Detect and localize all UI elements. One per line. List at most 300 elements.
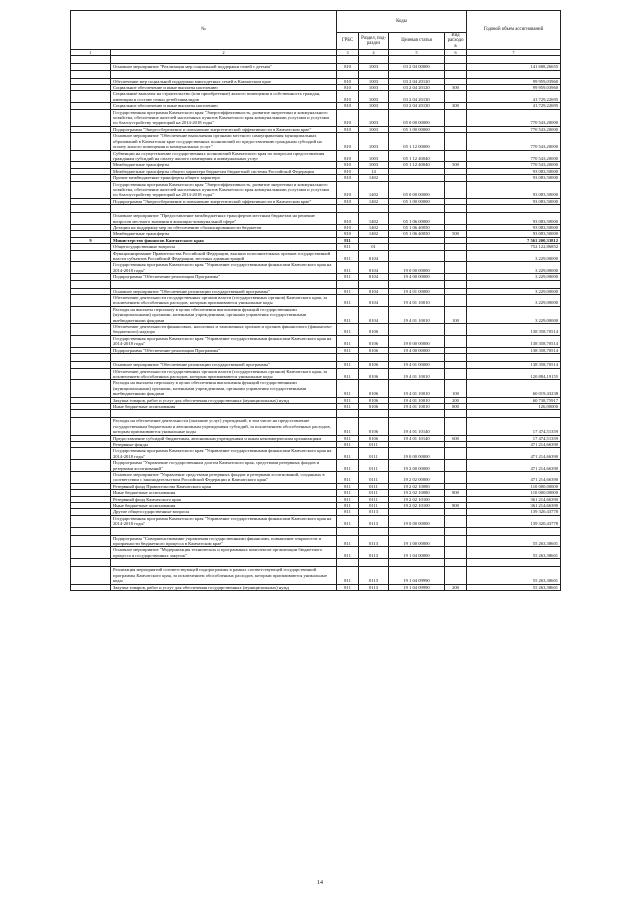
row-kind xyxy=(445,150,467,162)
spacer-cell xyxy=(467,56,561,64)
spacer-cell xyxy=(359,205,389,213)
header-amount: Годовой объем ассигнований xyxy=(467,11,561,50)
row-amount: 138 358,70514 xyxy=(467,324,561,336)
row-section: 0106 xyxy=(359,403,389,409)
page-number: 14 xyxy=(317,880,323,886)
row-target: 05 0 00 00000 xyxy=(389,109,445,126)
row-kind: 100 xyxy=(445,380,467,397)
header-kind: Вид расходов xyxy=(445,33,467,50)
row-section: 0111 xyxy=(359,483,389,489)
table-row xyxy=(71,418,561,435)
row-amount: 3 229,00000 xyxy=(467,306,561,323)
row-target: 19 4 01 10010 xyxy=(389,295,445,307)
row-name: Подпрограмма "Совершенствование управления государственными финансами, повышение открытости и прозрачности бюджетного процесса в Камчатском крае" xyxy=(111,535,337,547)
row-target: 05 1 00 00000 xyxy=(389,126,445,132)
row-name: Дотации на поддержку мер по обеспечению сбалансированности бюджетов xyxy=(111,224,337,230)
row-section: 0104 xyxy=(359,306,389,323)
row-name: Подпрограмма "Обеспечение реализации Программы" xyxy=(111,274,337,280)
spacer-cell xyxy=(445,280,467,288)
row-target: 05 1 06 40050 xyxy=(389,224,445,230)
row-amount: 55 263,38601 xyxy=(467,547,561,559)
spacer-cell xyxy=(71,559,111,567)
row-amount: 120 884,19155 xyxy=(467,368,561,380)
row-name: Подпрограмма "Энергосбережение и повышение энергетической эффективности в Камчатском крае" xyxy=(111,126,337,132)
row-section: 0104 xyxy=(359,274,389,280)
column-index: 3 xyxy=(337,50,359,56)
row-name: Социальные выплаты на строительство (или приобретение) жилого помещения в собственность граждан, имеющим в составе семьи детей-инвалидов xyxy=(111,91,337,103)
row-grbs: 810 xyxy=(337,198,359,204)
row-section: 14 xyxy=(359,168,389,174)
spacer-cell xyxy=(445,70,467,78)
spacer-row xyxy=(71,70,561,78)
row-name: Основное мероприятие "Обеспечение выполнения органами местного самоуправления муниципальных образований в Камчатском крае государственных полномочий по предоставлению гражданам субсидий на оплату жилого помещения и коммунальных услуг" xyxy=(111,133,337,150)
row-kind: 100 xyxy=(445,306,467,323)
row-section: 1402 xyxy=(359,181,389,198)
spacer-cell xyxy=(337,410,359,418)
row-name: Межбюджетные трансферты общего характера бюджетам бюджетной системы Российской Федерации xyxy=(111,168,337,174)
row-grbs: 810 xyxy=(337,231,359,237)
row-grbs: 811 xyxy=(337,244,359,250)
budget-sheet xyxy=(70,10,560,591)
spacer-cell xyxy=(111,559,337,567)
row-name: Основное мероприятие "Предоставление межбюджетных трансфертов местным бюджетам на решение вопросов местного значения в жилищно-коммунальной сфере" xyxy=(111,213,337,225)
row-number xyxy=(71,150,111,162)
row-name: Основное мероприятие "Обеспечение реализации государственной программы" xyxy=(111,362,337,368)
row-section: 0113 xyxy=(359,535,389,547)
column-index: 7 xyxy=(467,50,561,56)
row-amount: 3 229,00000 xyxy=(467,274,561,280)
row-grbs: 810 xyxy=(337,224,359,230)
row-target: 19 4 00 00000 xyxy=(389,274,445,280)
spacer-cell xyxy=(359,280,389,288)
row-target: 03 2 04 00000 xyxy=(389,64,445,70)
row-section: 0106 xyxy=(359,335,389,347)
row-target: 05 1 06 00000 xyxy=(389,213,445,225)
header-grbs: ГРБС xyxy=(337,33,359,50)
row-name: Социальное обеспечение и иные выплаты населению xyxy=(111,103,337,109)
row-grbs: 811 xyxy=(337,295,359,307)
table-row xyxy=(71,535,561,547)
row-amount: 55 263,38601 xyxy=(467,584,561,590)
row-grbs: 811 xyxy=(337,515,359,527)
row-number xyxy=(71,368,111,380)
row-grbs: 810 xyxy=(337,213,359,225)
row-grbs: 811 xyxy=(337,403,359,409)
row-amount: 138 358,70514 xyxy=(467,362,561,368)
row-section: 0106 xyxy=(359,418,389,435)
row-target: 19 1 04 09990 xyxy=(389,567,445,584)
spacer-cell xyxy=(445,205,467,213)
spacer-row xyxy=(71,354,561,362)
row-section: 1402 xyxy=(359,224,389,230)
row-amount: 93 083,50000 xyxy=(467,168,561,174)
row-kind: 600 xyxy=(445,435,467,441)
row-grbs: 810 xyxy=(337,64,359,70)
table-row xyxy=(71,150,561,162)
row-target: 19 1 00 00000 xyxy=(389,535,445,547)
row-number xyxy=(71,133,111,150)
row-amount: 361 214,66390 xyxy=(467,496,561,502)
table-row xyxy=(71,250,561,262)
row-name: Обеспечение деятельности государственных органов власти (государственных органов) Камчатского края, за исключением обособленных расходов, которым присваиваются уникальные коды xyxy=(111,368,337,380)
table-row xyxy=(71,515,561,527)
row-name: Основное мероприятие "Модернизация технических и программных комплексов организации бюджетного процесса в государственных закупок" xyxy=(111,547,337,559)
table-row xyxy=(71,335,561,347)
row-name: Закупка товаров, работ и услуг для обеспечения государственных (муниципальных) нужд xyxy=(111,584,337,590)
row-amount: 55 263,38601 xyxy=(467,535,561,547)
budget-table xyxy=(70,10,561,591)
table-row xyxy=(71,584,561,590)
row-target: 19 4 00 00000 xyxy=(389,347,445,353)
row-kind xyxy=(445,91,467,103)
column-index: 2 xyxy=(111,50,337,56)
table-row xyxy=(71,472,561,484)
row-grbs: 810 xyxy=(337,162,359,168)
row-number xyxy=(71,306,111,323)
spacer-cell xyxy=(467,527,561,535)
row-name: Резервные фонды xyxy=(111,441,337,447)
row-grbs: 811 xyxy=(337,496,359,502)
row-section: 0113 xyxy=(359,547,389,559)
row-number xyxy=(71,472,111,484)
row-number xyxy=(71,380,111,397)
row-section: 0106 xyxy=(359,397,389,403)
row-grbs: 811 xyxy=(337,250,359,262)
spacer-row xyxy=(71,410,561,418)
table-row xyxy=(71,460,561,472)
column-index: 6 xyxy=(445,50,467,56)
row-name: Иные бюджетные ассигнования xyxy=(111,403,337,409)
row-amount: 99 959,03960 xyxy=(467,85,561,91)
row-name: Функционирование Правительства Российской Федерации, высших исполнительных органов государственной власти субъектов Российской Федерации, местных администраций xyxy=(111,250,337,262)
row-amount: 3 229,00000 xyxy=(467,295,561,307)
row-amount: 471 214,66390 xyxy=(467,460,561,472)
row-grbs: 810 xyxy=(337,85,359,91)
row-name: Государственная программа Камчатского края "Энергоэффективность, развитие энергетики и коммунального хозяйства, обеспечение жителей населенных пунктов Камчатского края коммунальными услугами и услугами по благоустройству территорий на 2014-2018 годы" xyxy=(111,109,337,126)
row-kind xyxy=(445,547,467,559)
row-amount: 770 543,20000 xyxy=(467,162,561,168)
row-grbs: 810 xyxy=(337,91,359,103)
row-kind xyxy=(445,335,467,347)
row-number xyxy=(71,547,111,559)
row-section: 0104 xyxy=(359,250,389,262)
row-kind xyxy=(445,515,467,527)
spacer-cell xyxy=(111,70,337,78)
row-name: Обеспечение деятельности государственных органов власти (государственных органов) Камчатского края, за исключением обособленных расходов, которым присваиваются уникальные коды xyxy=(111,295,337,307)
table-row xyxy=(71,567,561,584)
row-section: 0106 xyxy=(359,362,389,368)
row-grbs: 810 xyxy=(337,150,359,162)
row-section: 01 xyxy=(359,244,389,250)
row-amount: 139 320,43778 xyxy=(467,509,561,515)
row-target: 05 1 12 00000 xyxy=(389,133,445,150)
row-kind xyxy=(445,535,467,547)
row-section: 0113 xyxy=(359,584,389,590)
row-section: 1003 xyxy=(359,133,389,150)
row-name: Межбюджетные трансферты xyxy=(111,231,337,237)
row-name: Основное мероприятие "Управление средствами резервных фондов и резервами ассигнований, созданных в соответствии с законодательством Российской Федерации и Камчатского края" xyxy=(111,472,337,484)
row-section: 0113 xyxy=(359,515,389,527)
row-kind xyxy=(445,567,467,584)
header-section: Раздел, под-раздел xyxy=(359,33,389,50)
row-grbs: 811 xyxy=(337,535,359,547)
row-name: Реализация мероприятий соответствующей подпрограммы в рамках соответствующей государственной программы Камчатского края, за исключением обособленных расходов, которым присваиваются уникальные коды xyxy=(111,567,337,584)
header-number: № xyxy=(71,11,337,50)
column-index: 4 xyxy=(359,50,389,56)
row-section: 1402 xyxy=(359,198,389,204)
row-grbs: 811 xyxy=(337,237,359,243)
row-name: Подпрограмма "Энергосбережение и повышение энергетической эффективности в Камчатском крае" xyxy=(111,198,337,204)
header-target: Целевая статья xyxy=(389,33,445,50)
row-name: Расходы на обеспечение деятельности (оказание услуг) учреждений, в том числе на предоставление государственным бюджетным и автономным учреждениям субсидий, за исключением обособленных расходов, которым присваиваются уникальные коды xyxy=(111,418,337,435)
row-number: 9 xyxy=(71,237,111,243)
row-grbs: 811 xyxy=(337,347,359,353)
row-kind: 800 xyxy=(445,503,467,509)
row-kind xyxy=(445,418,467,435)
row-name: Общегосударственные вопросы xyxy=(111,244,337,250)
spacer-cell xyxy=(445,559,467,567)
row-grbs: 811 xyxy=(337,288,359,294)
row-section: 1003 xyxy=(359,91,389,103)
row-section: 1003 xyxy=(359,85,389,91)
row-name: Основное мероприятие "Обеспечение реализации государственной программы" xyxy=(111,288,337,294)
row-amount: 138 358,70514 xyxy=(467,335,561,347)
row-kind: 300 xyxy=(445,85,467,91)
spacer-cell xyxy=(111,56,337,64)
row-target xyxy=(389,324,445,336)
spacer-cell xyxy=(467,410,561,418)
spacer-cell xyxy=(71,527,111,535)
row-name: Закупка товаров, работ и услуг для обеспечения государственных (муниципальных) нужд xyxy=(111,397,337,403)
row-grbs: 811 xyxy=(337,274,359,280)
row-grbs: 810 xyxy=(337,133,359,150)
row-name: Обеспечение мер социальной поддержки многодетных семей в Камчатском крае xyxy=(111,78,337,84)
row-name: Подпрограмма "Управление государственным долгом Камчатского края, средствами резервных фондов и резервами ассигнований" xyxy=(111,460,337,472)
row-grbs: 810 xyxy=(337,168,359,174)
row-amount: 110 000,00000 xyxy=(467,490,561,496)
row-grbs: 810 xyxy=(337,78,359,84)
row-grbs: 811 xyxy=(337,335,359,347)
row-amount: 93 083,50000 xyxy=(467,213,561,225)
row-number xyxy=(71,250,111,262)
row-name: Резервный фонд Камчатского края xyxy=(111,496,337,502)
row-name: Обеспечение деятельности финансовых, налоговых и таможенных органов и органов финансового (финансово-бюджетного) надзора xyxy=(111,324,337,336)
row-section: 1402 xyxy=(359,213,389,225)
row-name: Основное мероприятие "Реализация мер социальной поддержки семей с детьми" xyxy=(111,64,337,70)
row-kind xyxy=(445,295,467,307)
spacer-cell xyxy=(337,354,359,362)
row-name: Расходы на выплаты персоналу в целях обеспечения выполнения функций государственными (муниципальными) органами, казенными учреждениями, органами управления государственными внебюджетными фондами xyxy=(111,306,337,323)
row-amount: 93 083,50000 xyxy=(467,175,561,181)
row-amount: 139 320,43778 xyxy=(467,515,561,527)
row-name: Государственная программа Камчатского края "Управление государственными финансами Камчатского края на 2014-2018 годы" xyxy=(111,448,337,460)
spacer-cell xyxy=(467,205,561,213)
row-section: 0106 xyxy=(359,324,389,336)
row-target: 19 4 01 10010 xyxy=(389,306,445,323)
spacer-cell xyxy=(467,280,561,288)
row-amount: 471 214,66390 xyxy=(467,472,561,484)
row-number xyxy=(71,213,111,225)
spacer-cell xyxy=(337,527,359,535)
row-section: 0111 xyxy=(359,503,389,509)
row-section: 0104 xyxy=(359,295,389,307)
row-grbs: 811 xyxy=(337,490,359,496)
row-section: 0104 xyxy=(359,262,389,274)
row-kind xyxy=(445,368,467,380)
spacer-row xyxy=(71,56,561,64)
row-kind xyxy=(445,262,467,274)
table-row xyxy=(71,324,561,336)
spacer-row xyxy=(71,559,561,567)
row-kind xyxy=(445,460,467,472)
table-row xyxy=(71,448,561,460)
spacer-cell xyxy=(337,70,359,78)
row-number xyxy=(71,448,111,460)
table-row xyxy=(71,133,561,150)
spacer-cell xyxy=(111,205,337,213)
table-row xyxy=(71,306,561,323)
row-amount: 93 083,50000 xyxy=(467,224,561,230)
row-section: 0111 xyxy=(359,472,389,484)
row-name: Государственная программа Камчатского края "Управление государственными финансами Камчатского края на 2014-2018 годы" xyxy=(111,335,337,347)
table-body xyxy=(71,50,561,591)
spacer-cell xyxy=(71,280,111,288)
row-number xyxy=(71,109,111,126)
spacer-cell xyxy=(467,354,561,362)
row-target: 19 4 01 10010 xyxy=(389,397,445,403)
row-target: 19 2 02 10100 xyxy=(389,503,445,509)
table-row xyxy=(71,181,561,198)
row-amount: 752 122,86852 xyxy=(467,244,561,250)
row-target: 19 4 01 00000 xyxy=(389,288,445,294)
row-name: Прочие межбюджетные трансферты общего характера xyxy=(111,175,337,181)
row-grbs: 811 xyxy=(337,368,359,380)
spacer-cell xyxy=(445,354,467,362)
column-index: 5 xyxy=(389,50,445,56)
row-section: 0106 xyxy=(359,347,389,353)
row-number xyxy=(71,418,111,435)
spacer-cell xyxy=(71,70,111,78)
row-name: Резервный фонд Правительства Камчатского края xyxy=(111,483,337,489)
row-amount: 93 083,50000 xyxy=(467,198,561,204)
row-amount: 471 214,66390 xyxy=(467,441,561,447)
row-number xyxy=(71,335,111,347)
row-name: Иные бюджетные ассигнования xyxy=(111,490,337,496)
row-grbs: 811 xyxy=(337,483,359,489)
row-amount: 770 543,20000 xyxy=(467,133,561,150)
row-kind: 800 xyxy=(445,490,467,496)
row-grbs: 811 xyxy=(337,324,359,336)
row-section: 0106 xyxy=(359,380,389,397)
row-section: 1003 xyxy=(359,78,389,84)
row-target: 19 1 04 09990 xyxy=(389,584,445,590)
row-amount: 55 263,38601 xyxy=(467,567,561,584)
row-grbs: 810 xyxy=(337,181,359,198)
spacer-cell xyxy=(445,56,467,64)
spacer-cell xyxy=(111,354,337,362)
row-grbs: 811 xyxy=(337,397,359,403)
row-grbs: 811 xyxy=(337,503,359,509)
row-kind: 200 xyxy=(445,397,467,403)
row-amount: 471 214,66390 xyxy=(467,448,561,460)
spacer-cell xyxy=(389,559,445,567)
row-kind xyxy=(445,133,467,150)
row-kind: 800 xyxy=(445,403,467,409)
spacer-row xyxy=(71,527,561,535)
row-grbs: 810 xyxy=(337,126,359,132)
row-amount: 361 214,66390 xyxy=(467,503,561,509)
row-target: 19 0 00 00000 xyxy=(389,448,445,460)
table-row xyxy=(71,368,561,380)
row-section: 0111 xyxy=(359,448,389,460)
row-amount: 93 083,50000 xyxy=(467,181,561,198)
row-name: Подпрограмма "Обеспечение реализации Программы" xyxy=(111,347,337,353)
row-target: 19 2 00 00000 xyxy=(389,460,445,472)
header-codes: Коды xyxy=(337,11,467,33)
row-section: 1003 xyxy=(359,103,389,109)
row-number xyxy=(71,262,111,274)
row-number xyxy=(71,181,111,198)
row-amount: 7 561 200,33812 xyxy=(467,237,561,243)
row-section: 1402 xyxy=(359,231,389,237)
row-section: 0111 xyxy=(359,496,389,502)
row-kind: 300 xyxy=(445,103,467,109)
row-number xyxy=(71,535,111,547)
row-grbs: 811 xyxy=(337,584,359,590)
spacer-cell xyxy=(389,527,445,535)
row-target: 05 1 12 40040 xyxy=(389,162,445,168)
row-kind xyxy=(445,448,467,460)
row-amount: 60 738,75917 xyxy=(467,397,561,403)
row-section: 1003 xyxy=(359,126,389,132)
row-target: 19 2 02 10080 xyxy=(389,483,445,489)
row-amount: 770 543,20000 xyxy=(467,109,561,126)
row-amount: 93 083,50000 xyxy=(467,231,561,237)
spacer-cell xyxy=(359,70,389,78)
row-target: 19 0 00 00000 xyxy=(389,262,445,274)
row-target: 19 2 02 00000 xyxy=(389,472,445,484)
row-name: Субвенции на осуществление государственных полномочий Камчатского края по вопросам предоставления гражданам субсидий на оплату жилого помещения и коммунальных услуг xyxy=(111,150,337,162)
row-target: 19 0 00 00000 xyxy=(389,335,445,347)
row-grbs: 811 xyxy=(337,362,359,368)
table-row xyxy=(71,91,561,103)
row-name: Межбюджетные трансферты xyxy=(111,162,337,168)
row-target: 05 1 12 40040 xyxy=(389,150,445,162)
spacer-cell xyxy=(467,559,561,567)
row-number xyxy=(71,460,111,472)
row-kind: 500 xyxy=(445,162,467,168)
row-target: 03 2 04 20130 xyxy=(389,91,445,103)
row-amount: 138 358,70514 xyxy=(467,347,561,353)
row-target: 19 0 00 00000 xyxy=(389,515,445,527)
row-name: Министерство финансов Камчатского края xyxy=(111,237,337,243)
table-row xyxy=(71,295,561,307)
spacer-cell xyxy=(389,70,445,78)
row-target: 03 2 04 20120 xyxy=(389,78,445,84)
row-grbs: 811 xyxy=(337,380,359,397)
spacer-cell xyxy=(337,280,359,288)
spacer-cell xyxy=(359,410,389,418)
row-number xyxy=(71,567,111,584)
spacer-row xyxy=(71,205,561,213)
table-row xyxy=(71,547,561,559)
spacer-cell xyxy=(359,354,389,362)
row-amount: 770 543,20000 xyxy=(467,126,561,132)
row-section: 0111 xyxy=(359,460,389,472)
row-section: 1003 xyxy=(359,64,389,70)
spacer-cell xyxy=(111,410,337,418)
row-kind: 500 xyxy=(445,231,467,237)
